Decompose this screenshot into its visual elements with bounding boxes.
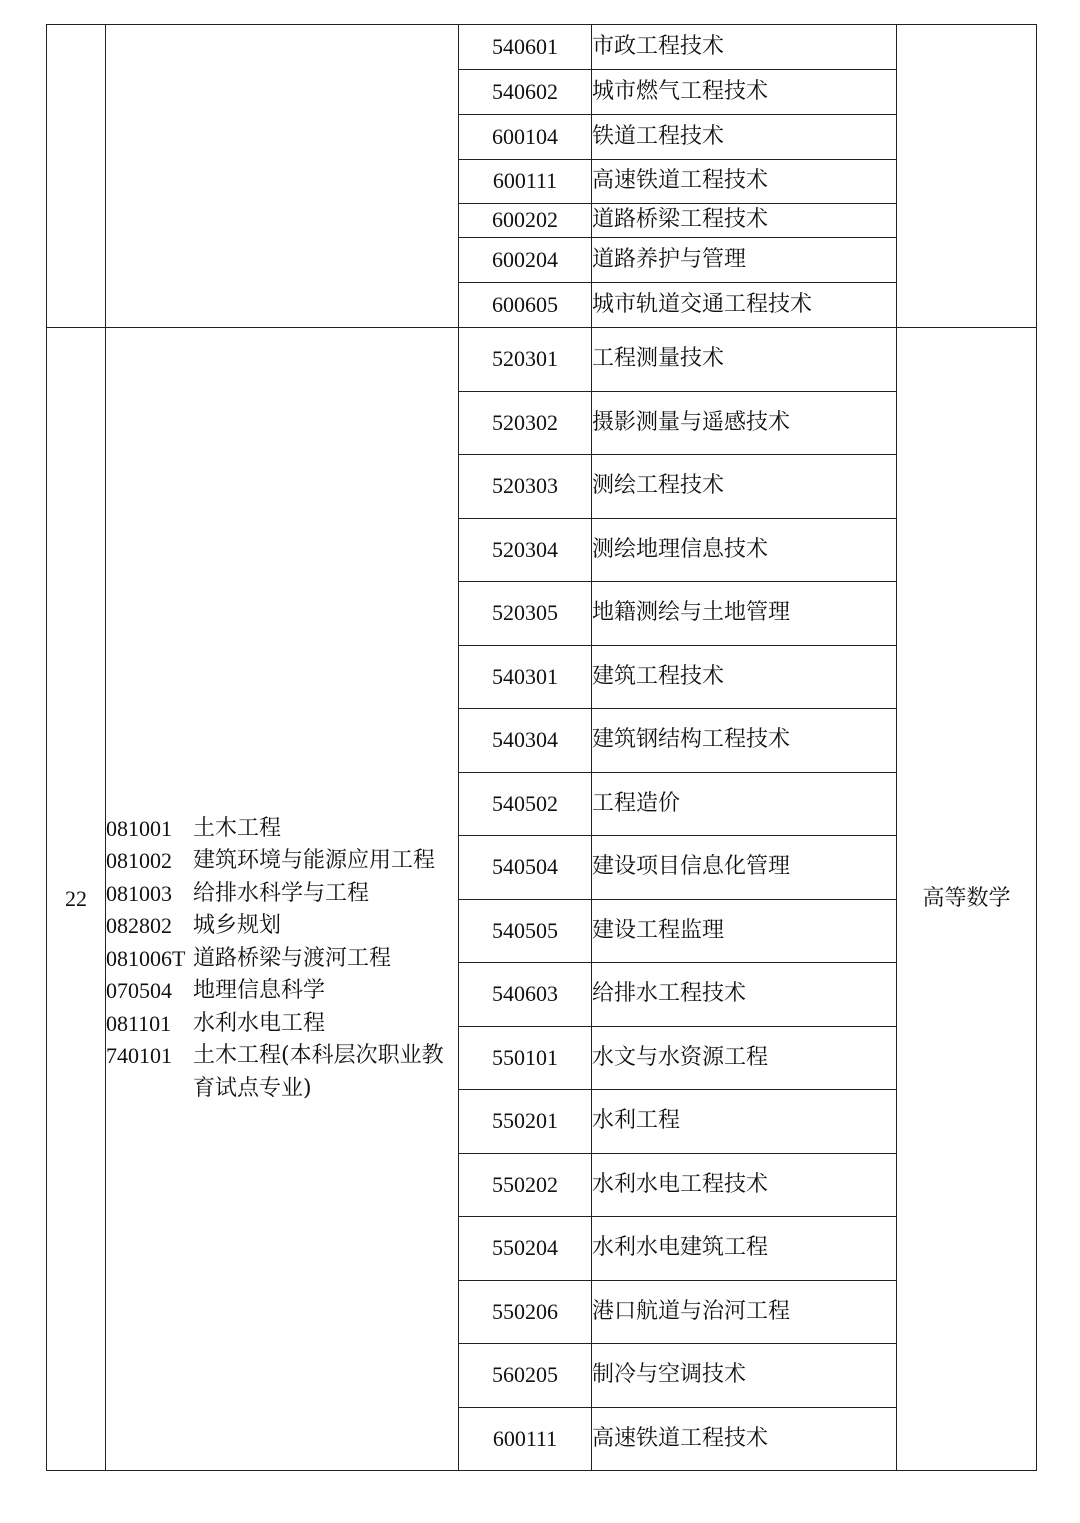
vocational-name: 城市轨道交通工程技术 [592,283,897,328]
vocational-name: 水文与水资源工程 [592,1026,897,1090]
vocational-name: 地籍测绘与土地管理 [592,582,897,646]
bachelor-major-name: 地理信息科学 [193,978,326,1004]
vocational-code: 540601 [459,25,592,70]
bachelor-major-code: 081001 [106,815,172,841]
bachelor-major-name: 土木工程 [193,815,282,841]
vocational-code: 540301 [459,645,592,709]
vocational-code: 600104 [459,115,592,160]
vocational-code: 540603 [459,963,592,1027]
table-row [47,328,1037,392]
bachelor-major-name: 水利水电工程 [193,1010,326,1036]
vocational-code: 600204 [459,238,592,283]
bachelor-major-code: 081003 [106,880,172,906]
vocational-name: 测绘工程技术 [592,455,897,519]
exam-subject: 高等数学 [897,328,1037,1471]
vocational-name: 水利工程 [592,1090,897,1154]
bachelor-major-item [106,943,458,976]
vocational-code: 540502 [459,772,592,836]
bachelor-major-item [106,1008,458,1041]
bachelor-major-name: 建筑环境与能源应用工程 [193,848,436,874]
vocational-code: 520303 [459,455,592,519]
vocational-code: 550202 [459,1153,592,1217]
vocational-code: 550206 [459,1280,592,1344]
bachelor-majors-cell-empty [106,25,459,328]
vocational-name: 水利水电工程技术 [592,1153,897,1217]
vocational-code: 600111 [459,160,592,204]
vocational-code: 560205 [459,1344,592,1408]
vocational-code: 540505 [459,899,592,963]
bachelor-major-item [106,1040,458,1105]
vocational-name: 建设工程监理 [592,899,897,963]
bachelor-major-item [106,910,458,943]
vocational-name: 建筑钢结构工程技术 [592,709,897,773]
vocational-name: 给排水工程技术 [592,963,897,1027]
vocational-code: 520302 [459,391,592,455]
vocational-name: 工程测量技术 [592,328,897,392]
vocational-code: 540304 [459,709,592,773]
vocational-code: 540504 [459,836,592,900]
bachelor-major-name: 土木工程(本科层次职业教育试点专业) [193,1043,444,1101]
vocational-name: 铁道工程技术 [592,115,897,160]
vocational-name: 制冷与空调技术 [592,1344,897,1408]
bachelor-major-code: 081006T [106,945,186,971]
vocational-code: 550204 [459,1217,592,1281]
vocational-code: 520305 [459,582,592,646]
bachelor-major-name: 道路桥梁与渡河工程 [193,945,392,971]
bachelor-major-item [106,845,458,878]
bachelor-major-item [106,878,458,911]
vocational-name: 建设项目信息化管理 [592,836,897,900]
vocational-name: 工程造价 [592,772,897,836]
vocational-name: 城市燃气工程技术 [592,70,897,115]
vocational-code: 520301 [459,328,592,392]
bachelor-major-code: 081002 [106,848,172,874]
bachelor-major-code: 740101 [106,1043,172,1069]
vocational-code: 600605 [459,283,592,328]
vocational-code: 600202 [459,204,592,238]
vocational-name: 高速铁道工程技术 [592,1407,897,1471]
seq-cell-empty [47,25,106,328]
bachelor-major-code: 081101 [106,1010,172,1036]
vocational-code: 600111 [459,1407,592,1471]
major-mapping-table [46,24,1037,1471]
vocational-name: 高速铁道工程技术 [592,160,897,204]
table-row [47,25,1037,70]
vocational-name: 建筑工程技术 [592,645,897,709]
bachelor-major-code: 070504 [106,978,172,1004]
vocational-name: 港口航道与治河工程 [592,1280,897,1344]
vocational-code: 550101 [459,1026,592,1090]
vocational-code: 540602 [459,70,592,115]
vocational-name: 道路养护与管理 [592,238,897,283]
vocational-name: 市政工程技术 [592,25,897,70]
vocational-name: 测绘地理信息技术 [592,518,897,582]
bachelor-major-code: 082802 [106,913,172,939]
bachelor-major-item [106,975,458,1008]
subject-cell-empty [897,25,1037,328]
seq-number: 22 [47,328,106,1471]
bachelor-major-list [106,693,458,1106]
vocational-name: 道路桥梁工程技术 [592,204,897,238]
vocational-code: 550201 [459,1090,592,1154]
vocational-code: 520304 [459,518,592,582]
bachelor-major-name: 给排水科学与工程 [193,880,370,906]
vocational-name: 摄影测量与遥感技术 [592,391,897,455]
vocational-name: 水利水电建筑工程 [592,1217,897,1281]
bachelor-majors-cell [106,328,459,1471]
bachelor-major-item [106,813,458,846]
bachelor-major-name: 城乡规划 [193,913,282,939]
